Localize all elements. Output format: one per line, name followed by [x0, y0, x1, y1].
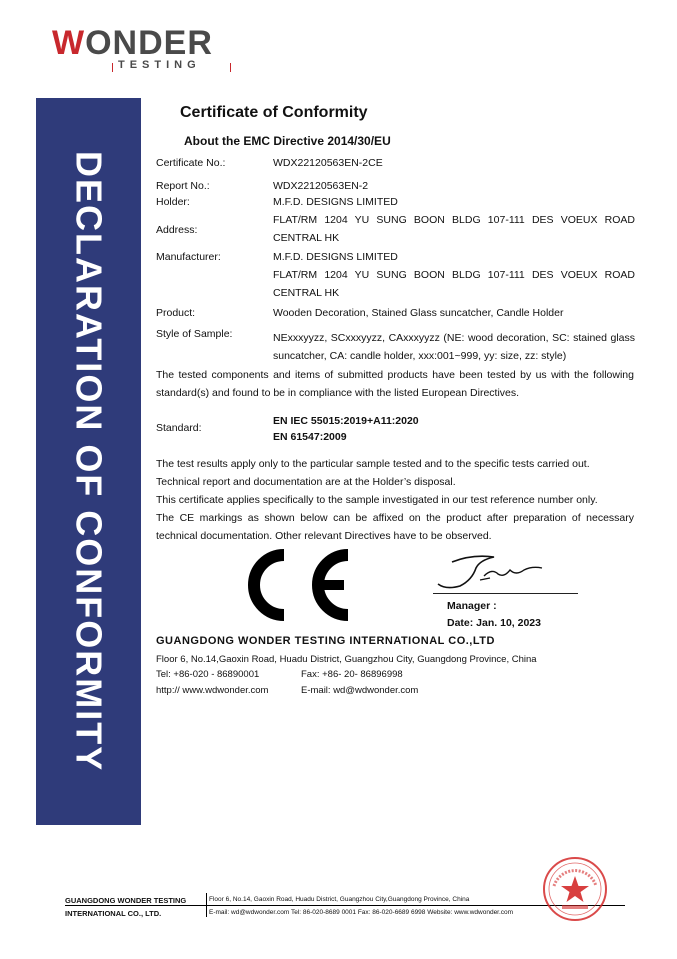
note-1: The test results apply only to the particular sample tested and to the specific tests carried out. — [156, 458, 590, 470]
note-4: The CE markings as shown below can be affixed on the product after preparation of necessary technical documentation. Other relevant Directives have to be observed. — [156, 512, 634, 542]
certificate-subtitle: About the EMC Directive 2014/30/EU — [184, 134, 391, 148]
address-value: FLAT/RM 1204 YU SUNG BOON BLDG 107-111 DES VOEUX ROAD CENTRAL HK — [273, 214, 635, 244]
certificate-title: Certificate of Conformity — [180, 104, 368, 121]
company-seal-icon — [542, 856, 608, 922]
product-label: Product: — [156, 307, 196, 319]
note-3: This certificate applies specifically to the sample investigated in our test reference number only. — [156, 494, 598, 506]
standard-1: EN IEC 55015:2019+A11:2020 — [273, 415, 419, 427]
side-band-text: DECLARATION OF CONFORMITY — [68, 150, 110, 773]
standard-2: EN 61547:2009 — [273, 431, 347, 443]
footer-line — [65, 905, 625, 906]
manufacturer-address: FLAT/RM 1204 YU SUNG BOON BLDG 107-111 DES VOEUX ROAD CENTRAL HK — [273, 269, 635, 299]
company-email: E-mail: wd@wdwonder.com — [301, 685, 419, 696]
style-label: Style of Sample: — [156, 328, 233, 340]
address-label: Address: — [156, 224, 198, 236]
company-tel: Tel: +86-020 - 86890001 — [156, 669, 260, 680]
style-value: NExxxyyzz, SCxxxyyzz, CAxxxyyzz (NE: wood decoration, SC: stained glass suncatcher, CA: candle holder, xxx:001~999, yy: size, zz: style) — [273, 332, 635, 362]
manager-signature — [432, 548, 552, 593]
standard-label: Standard: — [156, 422, 202, 434]
certificate-no-value: WDX22120563EN-2CE — [273, 157, 383, 169]
ce-mark-icon — [240, 545, 360, 625]
holder-value: M.F.D. DESIGNS LIMITED — [273, 196, 398, 208]
manufacturer-value: M.F.D. DESIGNS LIMITED — [273, 251, 398, 263]
company-name: GUANGDONG WONDER TESTING INTERNATIONAL CO.,LTD — [156, 635, 495, 647]
report-no-label: Report No.: — [156, 180, 210, 192]
logo-divider-left — [112, 63, 113, 72]
company-logo — [52, 24, 213, 63]
manufacturer-label: Manufacturer: — [156, 251, 221, 263]
footer-company-line1: GUANGDONG WONDER TESTING — [65, 896, 187, 905]
logo-subtitle: TESTING — [118, 59, 201, 71]
signature-line — [433, 593, 578, 594]
logo-w: W — [52, 24, 86, 62]
footer-contact: E-mail: wd@wdwonder.com Tel: 86-020-8689 0001 Fax: 86-020-6689 6998 Website: www.wdwonder.com — [209, 909, 514, 916]
company-address: Floor 6, No.14,Gaoxin Road, Huadu District, Guangzhou City, Guangdong Province, China — [156, 654, 537, 665]
holder-label: Holder: — [156, 196, 190, 208]
logo-text: ONDER — [85, 24, 213, 62]
note-2: Technical report and documentation are at the Holder’s disposal. — [156, 476, 456, 488]
logo-divider-right — [230, 63, 231, 72]
report-no-value: WDX22120563EN-2 — [273, 180, 369, 192]
tested-statement: The tested components and items of submitted products have been tested by us with the following standard(s) and found to be in compliance with the listed European Directives. — [156, 369, 634, 399]
product-value: Wooden Decoration, Stained Glass suncatcher, Candle Holder — [273, 307, 564, 319]
footer-company-line2: INTERNATIONAL CO., LTD. — [65, 909, 162, 918]
issue-date: Date: Jan. 10, 2023 — [447, 617, 541, 629]
footer-address: Floor 6, No.14, Gaoxin Road, Huadu District, Guangzhou City,Guangdong Province, China — [209, 896, 470, 903]
manager-label: Manager : — [447, 600, 497, 612]
certificate-no-label: Certificate No.: — [156, 157, 226, 169]
company-fax: Fax: +86- 20- 86896998 — [301, 669, 403, 680]
company-web: http:// www.wdwonder.com — [156, 685, 269, 696]
